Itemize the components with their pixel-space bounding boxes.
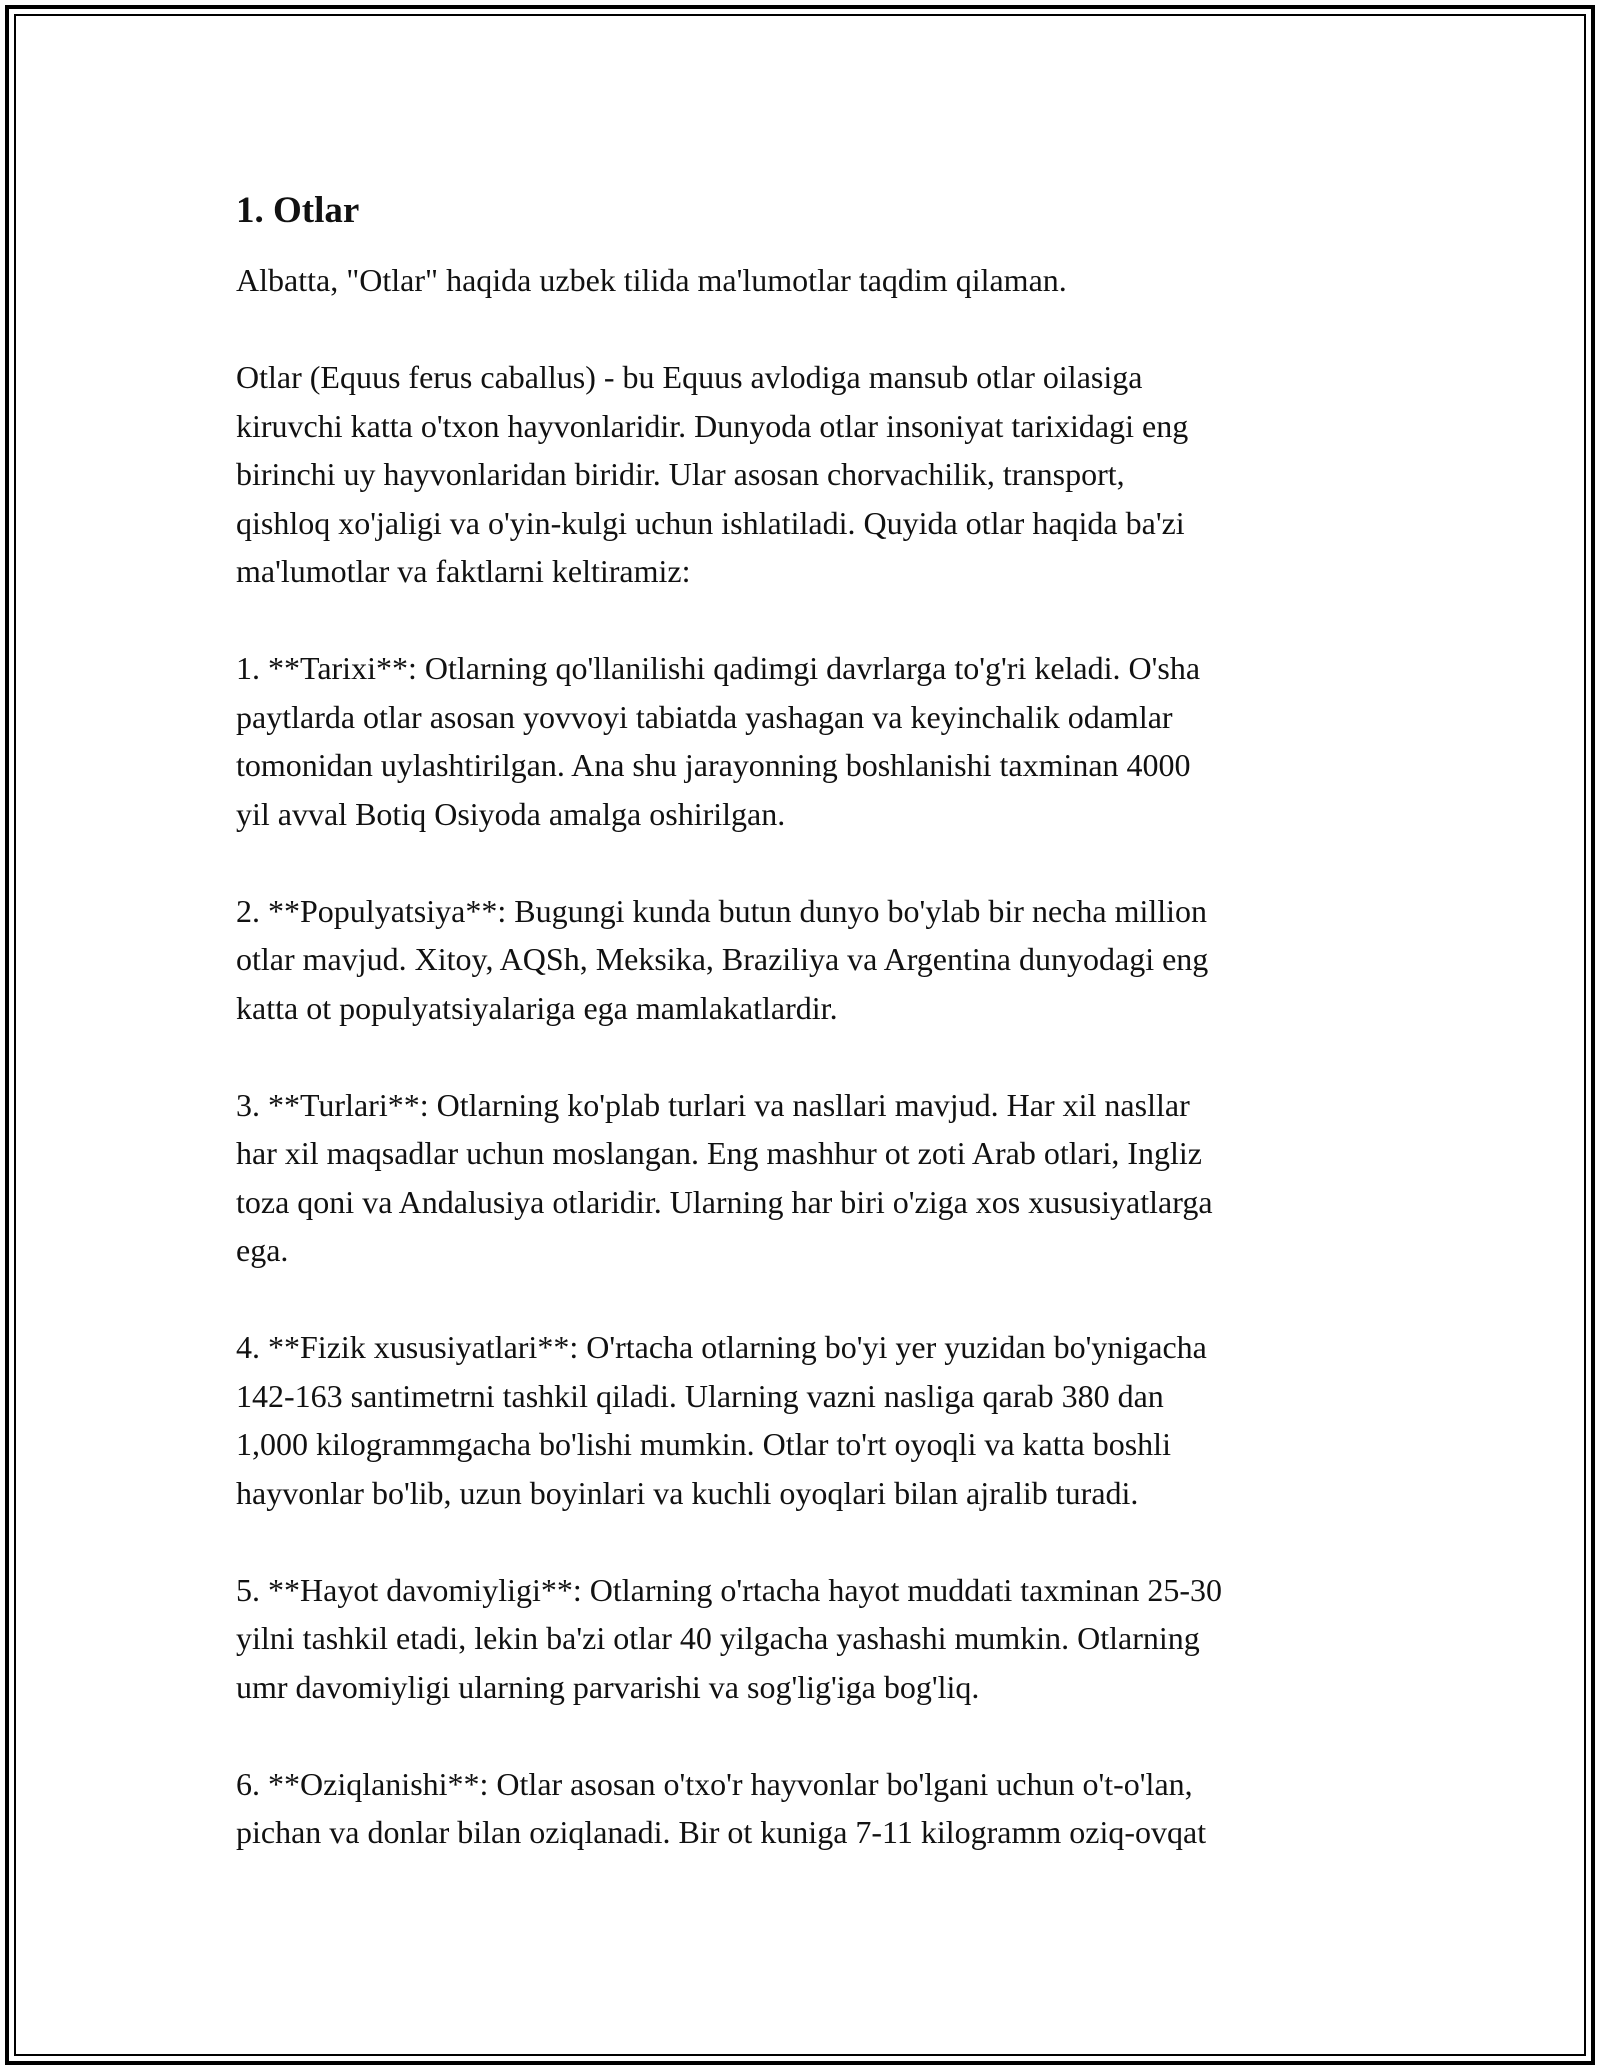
text-line: tomonidan uylashtirilgan. Ana shu jarayonning boshlanishi taxminan 4000: [236, 747, 1191, 783]
text-line: 1,000 kilogrammgacha bo'lishi mumkin. Otlar to'rt oyoqli va katta boshli: [236, 1426, 1171, 1462]
text-line: umr davomiyligi ularning parvarishi va sog'lig'iga bog'liq.: [236, 1668, 980, 1705]
text-line: har xil maqsadlar uchun moslangan. Eng mashhur ot zoti Arab otlari, Ingliz: [236, 1135, 1202, 1171]
text-line: Otlar (Equus ferus caballus) - bu Equus avlodiga mansub otlar oilasiga: [236, 359, 1143, 395]
text-line: qishloq xo'jaligi va o'yin-kulgi uchun ishlatiladi. Quyida otlar haqida ba'zi: [236, 504, 1185, 541]
list-item-breeds: [236, 1081, 1376, 1275]
text-line: ma'lumotlar va faktlarni keltiramiz:: [236, 553, 691, 589]
text-line: kiruvchi katta o'txon hayvonlaridir. Dunyoda otlar insoniyat tarixidagi eng: [236, 407, 1189, 444]
text-line: ega.: [236, 1232, 289, 1268]
list-item-lifespan: [236, 1566, 1376, 1712]
paragraph-overview: [236, 353, 1376, 596]
text-line: 2. **Populyatsiya**: Bugungi kunda butun dunyo bo'ylab bir necha million: [236, 892, 1208, 929]
text-line: 4. **Fizik xususiyatlari**: O'rtacha otlarning bo'yi yer yuzidan bo'ynigacha: [236, 1329, 1207, 1365]
text-line: 6. **Oziqlanishi**: Otlar asosan o'txo'r hayvonlar bo'lgani uchun o't-o'lan,: [236, 1765, 1193, 1802]
text-line: 1. **Tarixi**: Otlarning qo'llanilishi qadimgi davrlarga to'g'ri keladi. O'sha: [236, 650, 1201, 686]
text-line: yilni tashkil etadi, lekin ba'zi otlar 40 yilgacha yashashi mumkin. Otlarning: [236, 1620, 1200, 1656]
paragraph-intro: [236, 256, 1376, 305]
document-body: [236, 186, 1376, 1857]
list-item-history: [236, 644, 1376, 838]
text-line: hayvonlar bo'lib, uzun boyinlari va kuchli oyoqlari bilan ajralib turadi.: [236, 1474, 1139, 1511]
text-line: pichan va donlar bilan oziqlanadi. Bir ot kuniga 7-11 kilogramm oziq-ovqat: [236, 1814, 1207, 1850]
list-item-population: [236, 887, 1376, 1033]
text-line: Albatta, "Otlar" haqida uzbek tilida ma'lumotlar taqdim qilaman.: [236, 262, 1067, 298]
text-line: toza qoni va Andalusiya otlaridir. Ularning har biri o'ziga xos xususiyatlarga: [236, 1183, 1213, 1220]
text-line: 3. **Turlari**: Otlarning ko'plab turlari va nasllari mavjud. Har xil nasllar: [236, 1086, 1190, 1123]
text-line: otlar mavjud. Xitoy, AQSh, Meksika, Braziliya va Argentina dunyodagi eng: [236, 941, 1209, 977]
text-line: yil avval Botiq Osiyoda amalga oshirilgan.: [236, 795, 786, 832]
list-item-nutrition: [236, 1760, 1376, 1857]
text-line: 5. **Hayot davomiyligi**: Otlarning o'rtacha hayot muddati taxminan 25-30: [236, 1571, 1223, 1608]
list-item-physical-traits: [236, 1323, 1376, 1517]
text-line: birinchi uy hayvonlaridan biridir. Ular asosan chorvachilik, transport,: [236, 456, 1125, 492]
text-line: 142-163 santimetrni tashkil qiladi. Ularning vazni nasliga qarab 380 dan: [236, 1377, 1164, 1414]
section-heading: 1. Otlar: [236, 190, 360, 231]
text-line: katta ot populyatsiyalariga ega mamlakatlardir.: [236, 989, 838, 1026]
text-line: paytlarda otlar asosan yovvoyi tabiatda yashagan va keyinchalik odamlar: [236, 698, 1173, 735]
